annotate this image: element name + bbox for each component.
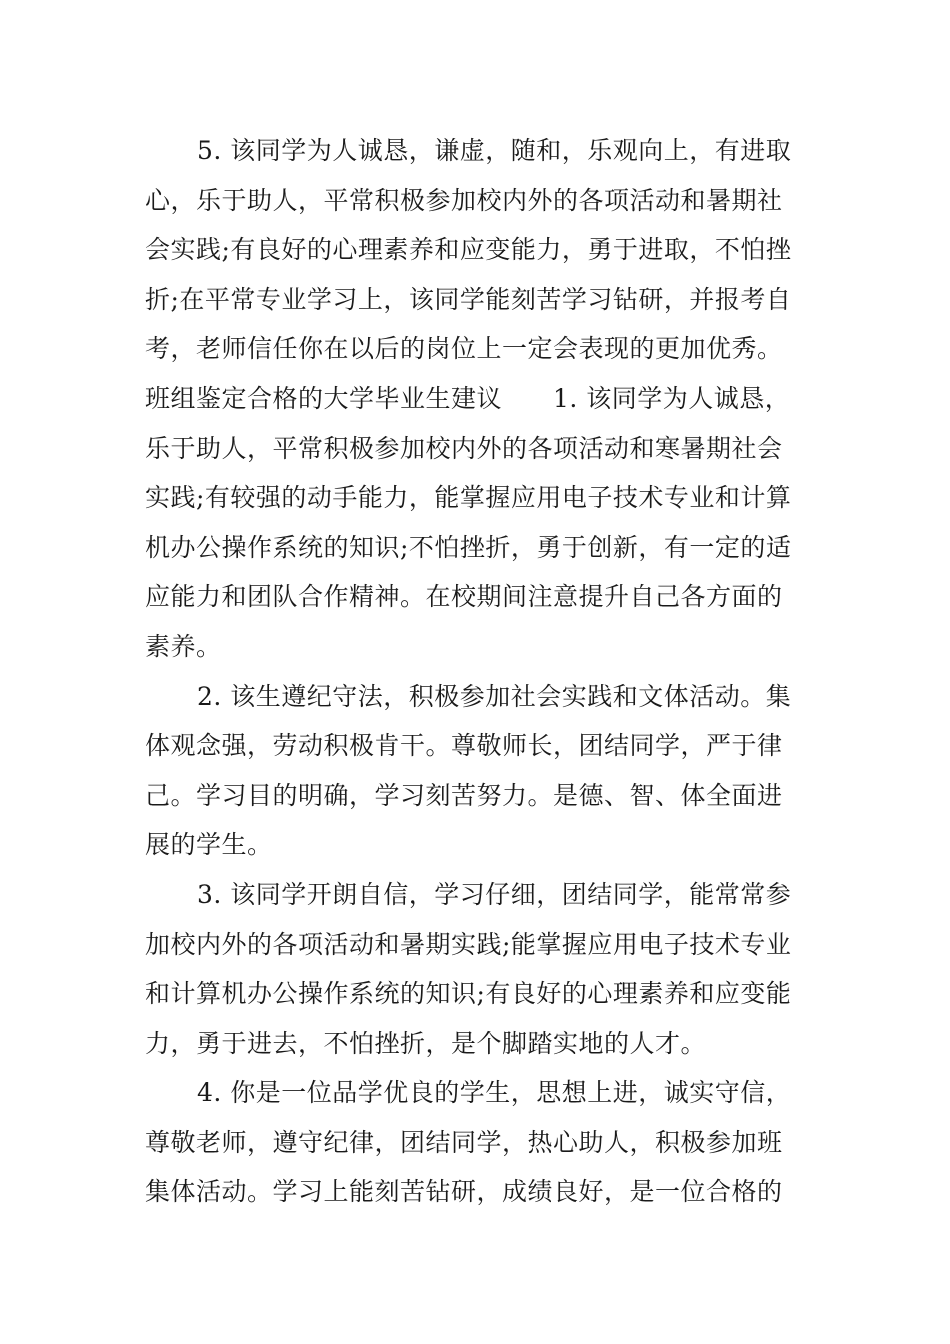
text-line: 机办公操作系统的知识;不怕挫折，勇于创新，有一定的适 [145, 532, 792, 562]
text-line: 3. 该同学开朗自信，学习仔细，团结同学，能常常参 [197, 879, 792, 909]
text-line: 尊敬老师，遵守纪律，团结同学，热心助人，积极参加班 [145, 1127, 783, 1157]
text-line: 和计算机办公操作系统的知识;有良好的心理素养和应变能 [145, 979, 792, 1009]
text-line: 乐于助人，平常积极参加校内外的各项活动和寒暑期社会 [145, 433, 783, 463]
text-line: 4. 你是一位品学优良的学生，思想上进，诚实守信， [197, 1078, 792, 1108]
text-line: 集体活动。学习上能刻苦钻研，成绩良好，是一位合格的 [145, 1177, 783, 1207]
text-line: 应能力和团队合作精神。在校期间注意提升自己各方面的 [145, 582, 783, 612]
text-line: 体观念强，劳动积极肯干。尊敬师长，团结同学，严于律 [145, 731, 783, 761]
text-line: 考，老师信任你在以后的岗位上一定会表现的更加优秀。 [145, 334, 783, 364]
text-line: 加校内外的各项活动和暑期实践;能掌握应用电子技术专业 [145, 929, 792, 959]
text-line: 素养。 [145, 631, 222, 661]
text-line: 实践;有较强的动手能力，能掌握应用电子技术专业和计算 [145, 483, 792, 513]
text-line: 5. 该同学为人诚恳，谦虚，随和，乐观向上，有进取 [197, 136, 792, 165]
document-body [145, 126, 810, 1217]
text-line: 展的学生。 [145, 830, 273, 860]
text-line: 心，乐于助人，平常积极参加校内外的各项活动和暑期社 [145, 185, 783, 215]
text-line: 会实践;有良好的心理素养和应变能力，勇于进取，不怕挫 [145, 235, 792, 265]
text-line: 力，勇于进去，不怕挫折，是个脚踏实地的人才。 [145, 1028, 707, 1058]
text-line: 己。学习目的明确，学习刻苦努力。是德、智、体全面进 [145, 780, 783, 810]
text-line: 折;在平常专业学习上，该同学能刻苦学习钻研，并报考自 [145, 284, 792, 314]
text-line: 2. 该生遵纪守法，积极参加社会实践和文体活动。集 [197, 681, 792, 711]
section-heading-line: 班组鉴定合格的大学毕业生建议 1. 该同学为人诚恳， [145, 383, 791, 413]
